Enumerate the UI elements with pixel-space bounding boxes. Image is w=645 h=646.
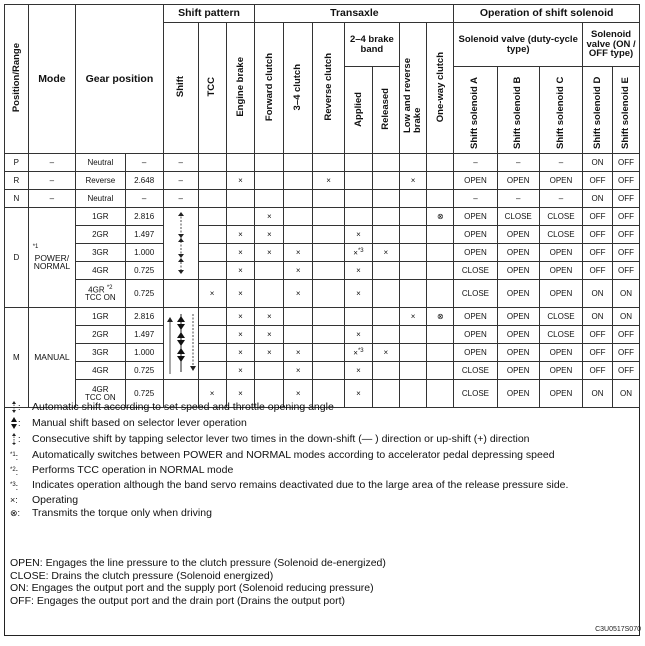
cell-34-clutch: × bbox=[284, 244, 313, 262]
cell-sol-a: OPEN bbox=[454, 226, 497, 244]
cell-engine-brake: × bbox=[226, 172, 255, 190]
col-forward-clutch: Forward clutch bbox=[255, 23, 284, 154]
cell-sol-e: OFF bbox=[612, 154, 639, 172]
cell-engine-brake: × bbox=[226, 280, 255, 308]
cell-gear: 4GR $^{*2}$ TCC ON bbox=[76, 280, 125, 308]
legend-item bbox=[10, 433, 630, 448]
cell-sol-e: OFF bbox=[612, 244, 639, 262]
cell-engine-brake: × bbox=[226, 362, 255, 380]
cell-sol-e: ON bbox=[612, 308, 639, 326]
cell-sol-d: ON bbox=[583, 280, 613, 308]
cell-sol-e: OFF bbox=[612, 362, 639, 380]
legend-text: Automatic shift according to set speed and throttle opening angle bbox=[32, 401, 334, 413]
cell-sol-d: OFF bbox=[583, 326, 613, 344]
cell-sol-c: OPEN bbox=[539, 362, 582, 380]
cell-applied: × bbox=[345, 362, 373, 380]
auto-shift-arrow-icon bbox=[10, 401, 32, 416]
cell-shift: – bbox=[163, 172, 198, 190]
note-1-symbol: *1 bbox=[10, 452, 16, 458]
legend-item bbox=[10, 417, 630, 432]
svg-text::: : bbox=[18, 402, 21, 412]
cell-sol-a: CLOSE bbox=[454, 262, 497, 280]
cell-tcc: × bbox=[198, 380, 226, 408]
cell-sol-a: OPEN bbox=[454, 326, 497, 344]
cell-gear: 4GR bbox=[76, 362, 125, 380]
cell-sol-d: OFF bbox=[583, 262, 613, 280]
legend-item: ⊗: Transmits the torque only when driving bbox=[10, 507, 630, 519]
cell-applied: ×$^{*3}$ bbox=[345, 244, 373, 262]
col-low-reverse-brake: Low and reverse brake bbox=[399, 23, 427, 154]
cell-ratio: 1.497 bbox=[125, 226, 163, 244]
legend-item: $^{*3}$: Indicates operation although the band servo remains deactivated due to the large area of the release pressure side. bbox=[10, 479, 630, 493]
cell-applied: × bbox=[345, 326, 373, 344]
cell-sol-b: OPEN bbox=[497, 244, 539, 262]
cell-sol-b: OPEN bbox=[497, 344, 539, 362]
col-released: Released bbox=[372, 67, 399, 154]
cell-sol-e: OFF bbox=[612, 344, 639, 362]
cell-ratio: 2.816 bbox=[125, 308, 163, 326]
cell-sol-b: – bbox=[497, 154, 539, 172]
table-row-d-2gr bbox=[5, 226, 640, 244]
col-sol-e: Shift solenoid E bbox=[612, 67, 639, 154]
col-shift: Shift bbox=[163, 23, 198, 154]
table-row-m-3gr bbox=[5, 344, 640, 362]
cell-sol-a: OPEN bbox=[454, 308, 497, 326]
cell-sol-a: – bbox=[454, 154, 497, 172]
cell-forward-clutch: × bbox=[255, 344, 284, 362]
manual-shift-arrow-icon bbox=[10, 417, 32, 432]
legend bbox=[10, 401, 630, 520]
table-row-d-4gr-tcc bbox=[5, 280, 640, 308]
cell-engine-brake: × bbox=[226, 226, 255, 244]
cell-sol-e: OFF bbox=[612, 262, 639, 280]
col-sol-c: Shift solenoid C bbox=[539, 67, 582, 154]
cell-sol-e: ON bbox=[612, 280, 639, 308]
table-row-m-2gr bbox=[5, 326, 640, 344]
cell-sol-d: ON bbox=[583, 154, 613, 172]
definition-close: CLOSE: Drains the clutch pressure (Solenoid energized) bbox=[10, 569, 274, 582]
cell-sol-d: OFF bbox=[583, 172, 613, 190]
cell-ratio: 0.725 bbox=[125, 262, 163, 280]
cell-sol-d: OFF bbox=[583, 226, 613, 244]
cell-sol-b: OPEN bbox=[497, 262, 539, 280]
cell-sol-c: CLOSE bbox=[539, 226, 582, 244]
shift-solenoid-table bbox=[4, 4, 640, 408]
col-sol-d: Shift solenoid D bbox=[583, 67, 613, 154]
cell-sol-c: CLOSE bbox=[539, 326, 582, 344]
cell-ratio: 2.648 bbox=[125, 172, 163, 190]
cell-sol-a: – bbox=[454, 190, 497, 208]
table-row-n bbox=[5, 190, 640, 208]
manual-shift-arrow-icon bbox=[164, 310, 198, 376]
cell-mode: – bbox=[28, 154, 75, 172]
cell-sol-a: CLOSE bbox=[454, 380, 497, 408]
cell-forward-clutch: × bbox=[255, 244, 284, 262]
legend-text: Manual shift based on selector lever operation bbox=[32, 417, 247, 429]
legend-text: Transmits the torque only when driving bbox=[32, 507, 212, 519]
cell-gear: Reverse bbox=[76, 172, 125, 190]
cell-released: × bbox=[372, 244, 399, 262]
cell-released: × bbox=[372, 344, 399, 362]
cell-34-clutch: × bbox=[284, 262, 313, 280]
col-gear-position: Gear position bbox=[76, 5, 164, 154]
cell-engine-brake: × bbox=[226, 244, 255, 262]
definition-on: ON: Engages the output port and the supply port (Solenoid reducing pressure) bbox=[10, 582, 374, 594]
table-row-m-1gr bbox=[5, 308, 640, 326]
cell-reverse-clutch: × bbox=[313, 172, 345, 190]
cell-gear: 1GR bbox=[76, 208, 125, 226]
col-34-clutch: 3–4 clutch bbox=[284, 23, 313, 154]
cell-gear: 1GR bbox=[76, 308, 125, 326]
cell-forward-clutch: × bbox=[255, 326, 284, 344]
cell-sol-e: OFF bbox=[612, 172, 639, 190]
cell-sol-c: OPEN bbox=[539, 172, 582, 190]
cell-applied: × bbox=[345, 280, 373, 308]
cell-sol-d: OFF bbox=[583, 362, 613, 380]
cell-gear: 3GR bbox=[76, 244, 125, 262]
note-2-symbol: *2 bbox=[10, 467, 16, 473]
cell-sol-c: CLOSE bbox=[539, 208, 582, 226]
svg-text::: : bbox=[18, 434, 21, 444]
table-row-m-4gr bbox=[5, 362, 640, 380]
cell-sol-b: OPEN bbox=[497, 362, 539, 380]
consecutive-shift-arrow-icon bbox=[10, 433, 32, 448]
cell-gear: Neutral bbox=[76, 190, 125, 208]
cell-applied: × bbox=[345, 262, 373, 280]
svg-text::: : bbox=[18, 418, 21, 428]
cell-sol-a: OPEN bbox=[454, 208, 497, 226]
definition-off: OFF: Engages the output port and the drain port (Drains the output port) bbox=[10, 594, 346, 607]
cell-gear: 4GR TCC ON bbox=[76, 380, 125, 408]
legend-text: Consecutive shift by tapping selector lever two times in the down-shift (— ) direction or up-shift (+) direction bbox=[32, 433, 530, 445]
definition-open: OPEN: Engages the line pressure to the clutch pressure (Solenoid de-energized) bbox=[10, 557, 386, 569]
cell-ratio: 0.725 bbox=[125, 280, 163, 308]
cell-sol-e: OFF bbox=[612, 190, 639, 208]
cell-ratio: 1.497 bbox=[125, 326, 163, 344]
col-mode: Mode bbox=[28, 5, 75, 154]
cell-mode-d: $^{*1}$ POWER/ NORMAL bbox=[28, 208, 75, 308]
cell-sol-d: OFF bbox=[583, 344, 613, 362]
cell-gear: 4GR bbox=[76, 262, 125, 280]
cell-one-way-clutch: ⊗ bbox=[427, 308, 454, 326]
figure-code: C3U0517S070 bbox=[595, 626, 641, 633]
cell-gear: 2GR bbox=[76, 226, 125, 244]
legend-text: Indicates operation although the band servo remains deactivated due to the large area of the release pressure side. bbox=[32, 479, 569, 491]
cell-sol-a: CLOSE bbox=[454, 362, 497, 380]
torque-mark-symbol: ⊗ bbox=[10, 508, 18, 518]
cell-mode-m: MANUAL bbox=[28, 308, 75, 408]
legend-item: $^{*2}$: Performs TCC operation in NORMAL mode bbox=[10, 464, 630, 478]
cell-forward-clutch: × bbox=[255, 308, 284, 326]
cell-applied: × bbox=[345, 226, 373, 244]
cell-sol-a: CLOSE bbox=[454, 280, 497, 308]
cell-sol-c: OPEN bbox=[539, 244, 582, 262]
cell-ratio: 0.725 bbox=[125, 362, 163, 380]
legend-item: $^{*1}$: Automatically switches between POWER and NORMAL modes according to accelerator pedal depressing speed bbox=[10, 449, 630, 463]
group-transaxle: Transaxle bbox=[255, 5, 454, 23]
cell-shift-m bbox=[163, 308, 198, 380]
cell-ratio: – bbox=[125, 190, 163, 208]
cell-pos-d: D bbox=[5, 208, 29, 308]
cell-ratio: 1.000 bbox=[125, 244, 163, 262]
operating-mark-symbol: × bbox=[10, 495, 16, 505]
col-reverse-clutch: Reverse clutch bbox=[313, 23, 345, 154]
group-solenoid-duty: Solenoid valve (duty-cycle type) bbox=[454, 23, 583, 67]
cell-shift: – bbox=[163, 154, 198, 172]
col-sol-b: Shift solenoid B bbox=[497, 67, 539, 154]
cell-forward-clutch: × bbox=[255, 226, 284, 244]
cell-sol-d: ON bbox=[583, 308, 613, 326]
cell-pos: N bbox=[5, 190, 29, 208]
cell-shift: – bbox=[163, 190, 198, 208]
cell-mode: – bbox=[28, 172, 75, 190]
cell-sol-c: OPEN bbox=[539, 380, 582, 408]
cell-forward-clutch: × bbox=[255, 208, 284, 226]
cell-sol-c: CLOSE bbox=[539, 308, 582, 326]
cell-sol-b: – bbox=[497, 190, 539, 208]
cell-ratio: 2.816 bbox=[125, 208, 163, 226]
legend-text: Performs TCC operation in NORMAL mode bbox=[32, 464, 234, 476]
cell-ratio: – bbox=[125, 154, 163, 172]
cell-pos: P bbox=[5, 154, 29, 172]
cell-sol-b: OPEN bbox=[497, 172, 539, 190]
table-row-p bbox=[5, 154, 640, 172]
cell-engine-brake: × bbox=[226, 262, 255, 280]
col-one-way-clutch: One-way clutch bbox=[427, 23, 454, 154]
cell-engine-brake: × bbox=[226, 308, 255, 326]
cell-sol-c: – bbox=[539, 190, 582, 208]
cell-pos: R bbox=[5, 172, 29, 190]
cell-34-clutch: × bbox=[284, 344, 313, 362]
cell-gear: 3GR bbox=[76, 344, 125, 362]
group-solenoid-onoff: Solenoid valve (ON / OFF type) bbox=[583, 23, 640, 67]
cell-sol-e: ON bbox=[612, 380, 639, 408]
note-3-symbol: *3 bbox=[10, 482, 16, 488]
col-tcc: TCC bbox=[198, 23, 226, 154]
cell-sol-a: OPEN bbox=[454, 172, 497, 190]
table-row-d-3gr bbox=[5, 244, 640, 262]
cell-engine-brake: × bbox=[226, 326, 255, 344]
cell-sol-c: – bbox=[539, 154, 582, 172]
group-shift-pattern: Shift pattern bbox=[163, 5, 255, 23]
cell-mode: – bbox=[28, 190, 75, 208]
cell-sol-a: OPEN bbox=[454, 244, 497, 262]
cell-sol-e: OFF bbox=[612, 226, 639, 244]
cell-shift-d bbox=[163, 208, 198, 280]
cell-tcc: × bbox=[198, 280, 226, 308]
cell-sol-b: OPEN bbox=[497, 280, 539, 308]
legend-item: ×: Operating bbox=[10, 494, 630, 506]
legend-text: Operating bbox=[32, 494, 79, 506]
cell-sol-b: OPEN bbox=[497, 308, 539, 326]
cell-sol-e: OFF bbox=[612, 208, 639, 226]
cell-applied: ×$^{*3}$ bbox=[345, 344, 373, 362]
definitions bbox=[10, 557, 386, 607]
cell-34-clutch: × bbox=[284, 362, 313, 380]
col-sol-a: Shift solenoid A bbox=[454, 67, 497, 154]
cell-sol-c: OPEN bbox=[539, 262, 582, 280]
cell-applied: × bbox=[345, 380, 373, 408]
cell-one-way-clutch: ⊗ bbox=[427, 208, 454, 226]
cell-34-clutch: × bbox=[284, 380, 313, 408]
table-row-r bbox=[5, 172, 640, 190]
cell-gear: Neutral bbox=[76, 154, 125, 172]
cell-sol-d: ON bbox=[583, 190, 613, 208]
cell-sol-b: CLOSE bbox=[497, 208, 539, 226]
legend-text: Automatically switches between POWER and NORMAL modes according to accelerator pedal depressing speed bbox=[32, 449, 555, 461]
group-operation: Operation of shift solenoid bbox=[454, 5, 640, 23]
auto-shift-arrow-icon bbox=[164, 210, 198, 276]
cell-sol-e: OFF bbox=[612, 326, 639, 344]
table-row-d-4gr bbox=[5, 262, 640, 280]
cell-sol-d: OFF bbox=[583, 244, 613, 262]
cell-sol-a: OPEN bbox=[454, 344, 497, 362]
cell-gear: 2GR bbox=[76, 326, 125, 344]
cell-sol-d: OFF bbox=[583, 208, 613, 226]
cell-engine-brake: × bbox=[226, 380, 255, 408]
cell-ratio: 1.000 bbox=[125, 344, 163, 362]
cell-34-clutch: × bbox=[284, 280, 313, 308]
cell-sol-c: OPEN bbox=[539, 280, 582, 308]
cell-pos-m: M bbox=[5, 308, 29, 408]
cell-sol-d: ON bbox=[583, 380, 613, 408]
cell-sol-b: OPEN bbox=[497, 326, 539, 344]
legend-item bbox=[10, 401, 630, 416]
col-applied: Applied bbox=[345, 67, 373, 154]
cell-low-reverse-brake: × bbox=[399, 308, 427, 326]
cell-sol-b: OPEN bbox=[497, 226, 539, 244]
cell-sol-b: OPEN bbox=[497, 380, 539, 408]
cell-sol-c: OPEN bbox=[539, 344, 582, 362]
table-row-d-1gr bbox=[5, 208, 640, 226]
cell-low-reverse-brake: × bbox=[399, 172, 427, 190]
group-brake-band: 2–4 brake band bbox=[345, 23, 400, 67]
col-engine-brake: Engine brake bbox=[226, 23, 255, 154]
cell-engine-brake: × bbox=[226, 344, 255, 362]
cell-ratio: 0.725 bbox=[125, 380, 163, 408]
col-position-range: Position/Range bbox=[5, 5, 29, 154]
